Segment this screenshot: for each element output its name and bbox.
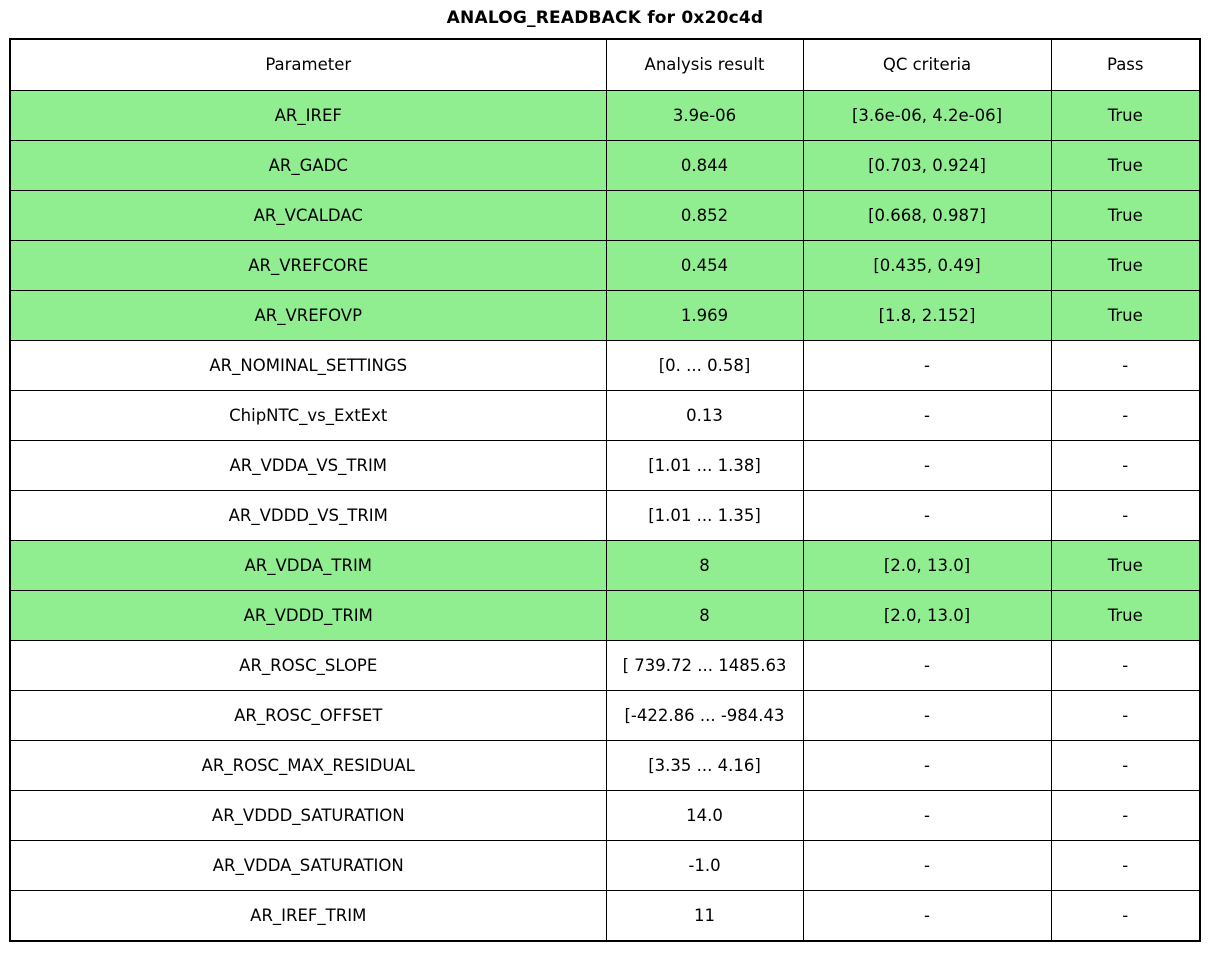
cell-analysis-result: 3.9e-06	[606, 91, 803, 141]
table-header-row	[10, 39, 1200, 91]
table-header	[10, 39, 1200, 91]
cell-qc-criteria: -	[803, 491, 1051, 541]
column-header-pass: Pass	[1051, 39, 1200, 91]
cell-qc-criteria: -	[803, 391, 1051, 441]
column-header-qc-criteria: QC criteria	[803, 39, 1051, 91]
cell-analysis-result: 11	[606, 891, 803, 942]
cell-qc-criteria: [2.0, 13.0]	[803, 591, 1051, 641]
cell-analysis-result: 0.454	[606, 241, 803, 291]
cell-qc-criteria: [3.6e-06, 4.2e-06]	[803, 91, 1051, 141]
cell-parameter: AR_ROSC_SLOPE	[10, 641, 606, 691]
cell-qc-criteria: -	[803, 641, 1051, 691]
cell-analysis-result: [-422.86 ... -984.43	[606, 691, 803, 741]
cell-analysis-result: 1.969	[606, 291, 803, 341]
cell-pass: True	[1051, 591, 1200, 641]
table-row	[10, 241, 1200, 291]
cell-analysis-result: [1.01 ... 1.38]	[606, 441, 803, 491]
table-row	[10, 341, 1200, 391]
cell-parameter: AR_NOMINAL_SETTINGS	[10, 341, 606, 391]
cell-pass: -	[1051, 341, 1200, 391]
cell-pass: -	[1051, 441, 1200, 491]
cell-pass: True	[1051, 241, 1200, 291]
cell-parameter: AR_IREF_TRIM	[10, 891, 606, 942]
cell-parameter: AR_VCALDAC	[10, 191, 606, 241]
analog-readback-qc-table	[9, 38, 1201, 942]
cell-analysis-result: 0.852	[606, 191, 803, 241]
table-row	[10, 291, 1200, 341]
table-row	[10, 691, 1200, 741]
table-row	[10, 191, 1200, 241]
cell-qc-criteria: -	[803, 441, 1051, 491]
cell-qc-criteria: -	[803, 791, 1051, 841]
cell-parameter: AR_VDDD_VS_TRIM	[10, 491, 606, 541]
cell-parameter: AR_VDDA_VS_TRIM	[10, 441, 606, 491]
page-title: ANALOG_READBACK for 0x20c4d	[446, 8, 764, 28]
cell-analysis-result: [ 739.72 ... 1485.63	[606, 641, 803, 691]
cell-qc-criteria: -	[803, 691, 1051, 741]
cell-parameter: AR_GADC	[10, 141, 606, 191]
cell-pass: -	[1051, 691, 1200, 741]
cell-parameter: AR_ROSC_MAX_RESIDUAL	[10, 741, 606, 791]
cell-qc-criteria: [0.435, 0.49]	[803, 241, 1051, 291]
table-body	[10, 91, 1200, 942]
cell-parameter: AR_VDDD_TRIM	[10, 591, 606, 641]
cell-qc-criteria: [0.703, 0.924]	[803, 141, 1051, 191]
cell-qc-criteria: -	[803, 341, 1051, 391]
table-row	[10, 91, 1200, 141]
cell-pass: True	[1051, 91, 1200, 141]
table-row	[10, 441, 1200, 491]
cell-parameter: AR_VREFCORE	[10, 241, 606, 291]
table-row	[10, 741, 1200, 791]
cell-qc-criteria: -	[803, 741, 1051, 791]
cell-analysis-result: [1.01 ... 1.35]	[606, 491, 803, 541]
cell-qc-criteria: -	[803, 891, 1051, 942]
cell-analysis-result: [0. ... 0.58]	[606, 341, 803, 391]
qc-table-container	[0, 38, 1210, 942]
table-row	[10, 491, 1200, 541]
table-row	[10, 591, 1200, 641]
table-row	[10, 141, 1200, 191]
cell-pass: True	[1051, 291, 1200, 341]
cell-pass: -	[1051, 641, 1200, 691]
cell-parameter: ChipNTC_vs_ExtExt	[10, 391, 606, 441]
cell-qc-criteria: -	[803, 841, 1051, 891]
cell-pass: -	[1051, 841, 1200, 891]
cell-qc-criteria: [2.0, 13.0]	[803, 541, 1051, 591]
table-row	[10, 891, 1200, 942]
cell-pass: -	[1051, 891, 1200, 942]
cell-pass: True	[1051, 191, 1200, 241]
cell-parameter: AR_ROSC_OFFSET	[10, 691, 606, 741]
column-header-parameter: Parameter	[10, 39, 606, 91]
cell-parameter: AR_VDDA_SATURATION	[10, 841, 606, 891]
table-row	[10, 791, 1200, 841]
cell-parameter: AR_IREF	[10, 91, 606, 141]
cell-pass: True	[1051, 141, 1200, 191]
cell-pass: -	[1051, 791, 1200, 841]
cell-pass: -	[1051, 391, 1200, 441]
cell-analysis-result: 8	[606, 541, 803, 591]
cell-analysis-result: -1.0	[606, 841, 803, 891]
cell-parameter: AR_VDDD_SATURATION	[10, 791, 606, 841]
cell-analysis-result: 0.13	[606, 391, 803, 441]
cell-pass: True	[1051, 541, 1200, 591]
cell-qc-criteria: [0.668, 0.987]	[803, 191, 1051, 241]
cell-parameter: AR_VREFOVP	[10, 291, 606, 341]
table-row	[10, 641, 1200, 691]
cell-analysis-result: 8	[606, 591, 803, 641]
cell-analysis-result: 0.844	[606, 141, 803, 191]
cell-parameter: AR_VDDA_TRIM	[10, 541, 606, 591]
table-row	[10, 391, 1200, 441]
table-row	[10, 541, 1200, 591]
cell-pass: -	[1051, 741, 1200, 791]
column-header-analysis-result: Analysis result	[606, 39, 803, 91]
table-row	[10, 841, 1200, 891]
cell-pass: -	[1051, 491, 1200, 541]
cell-qc-criteria: [1.8, 2.152]	[803, 291, 1051, 341]
cell-analysis-result: [3.35 ... 4.16]	[606, 741, 803, 791]
cell-analysis-result: 14.0	[606, 791, 803, 841]
